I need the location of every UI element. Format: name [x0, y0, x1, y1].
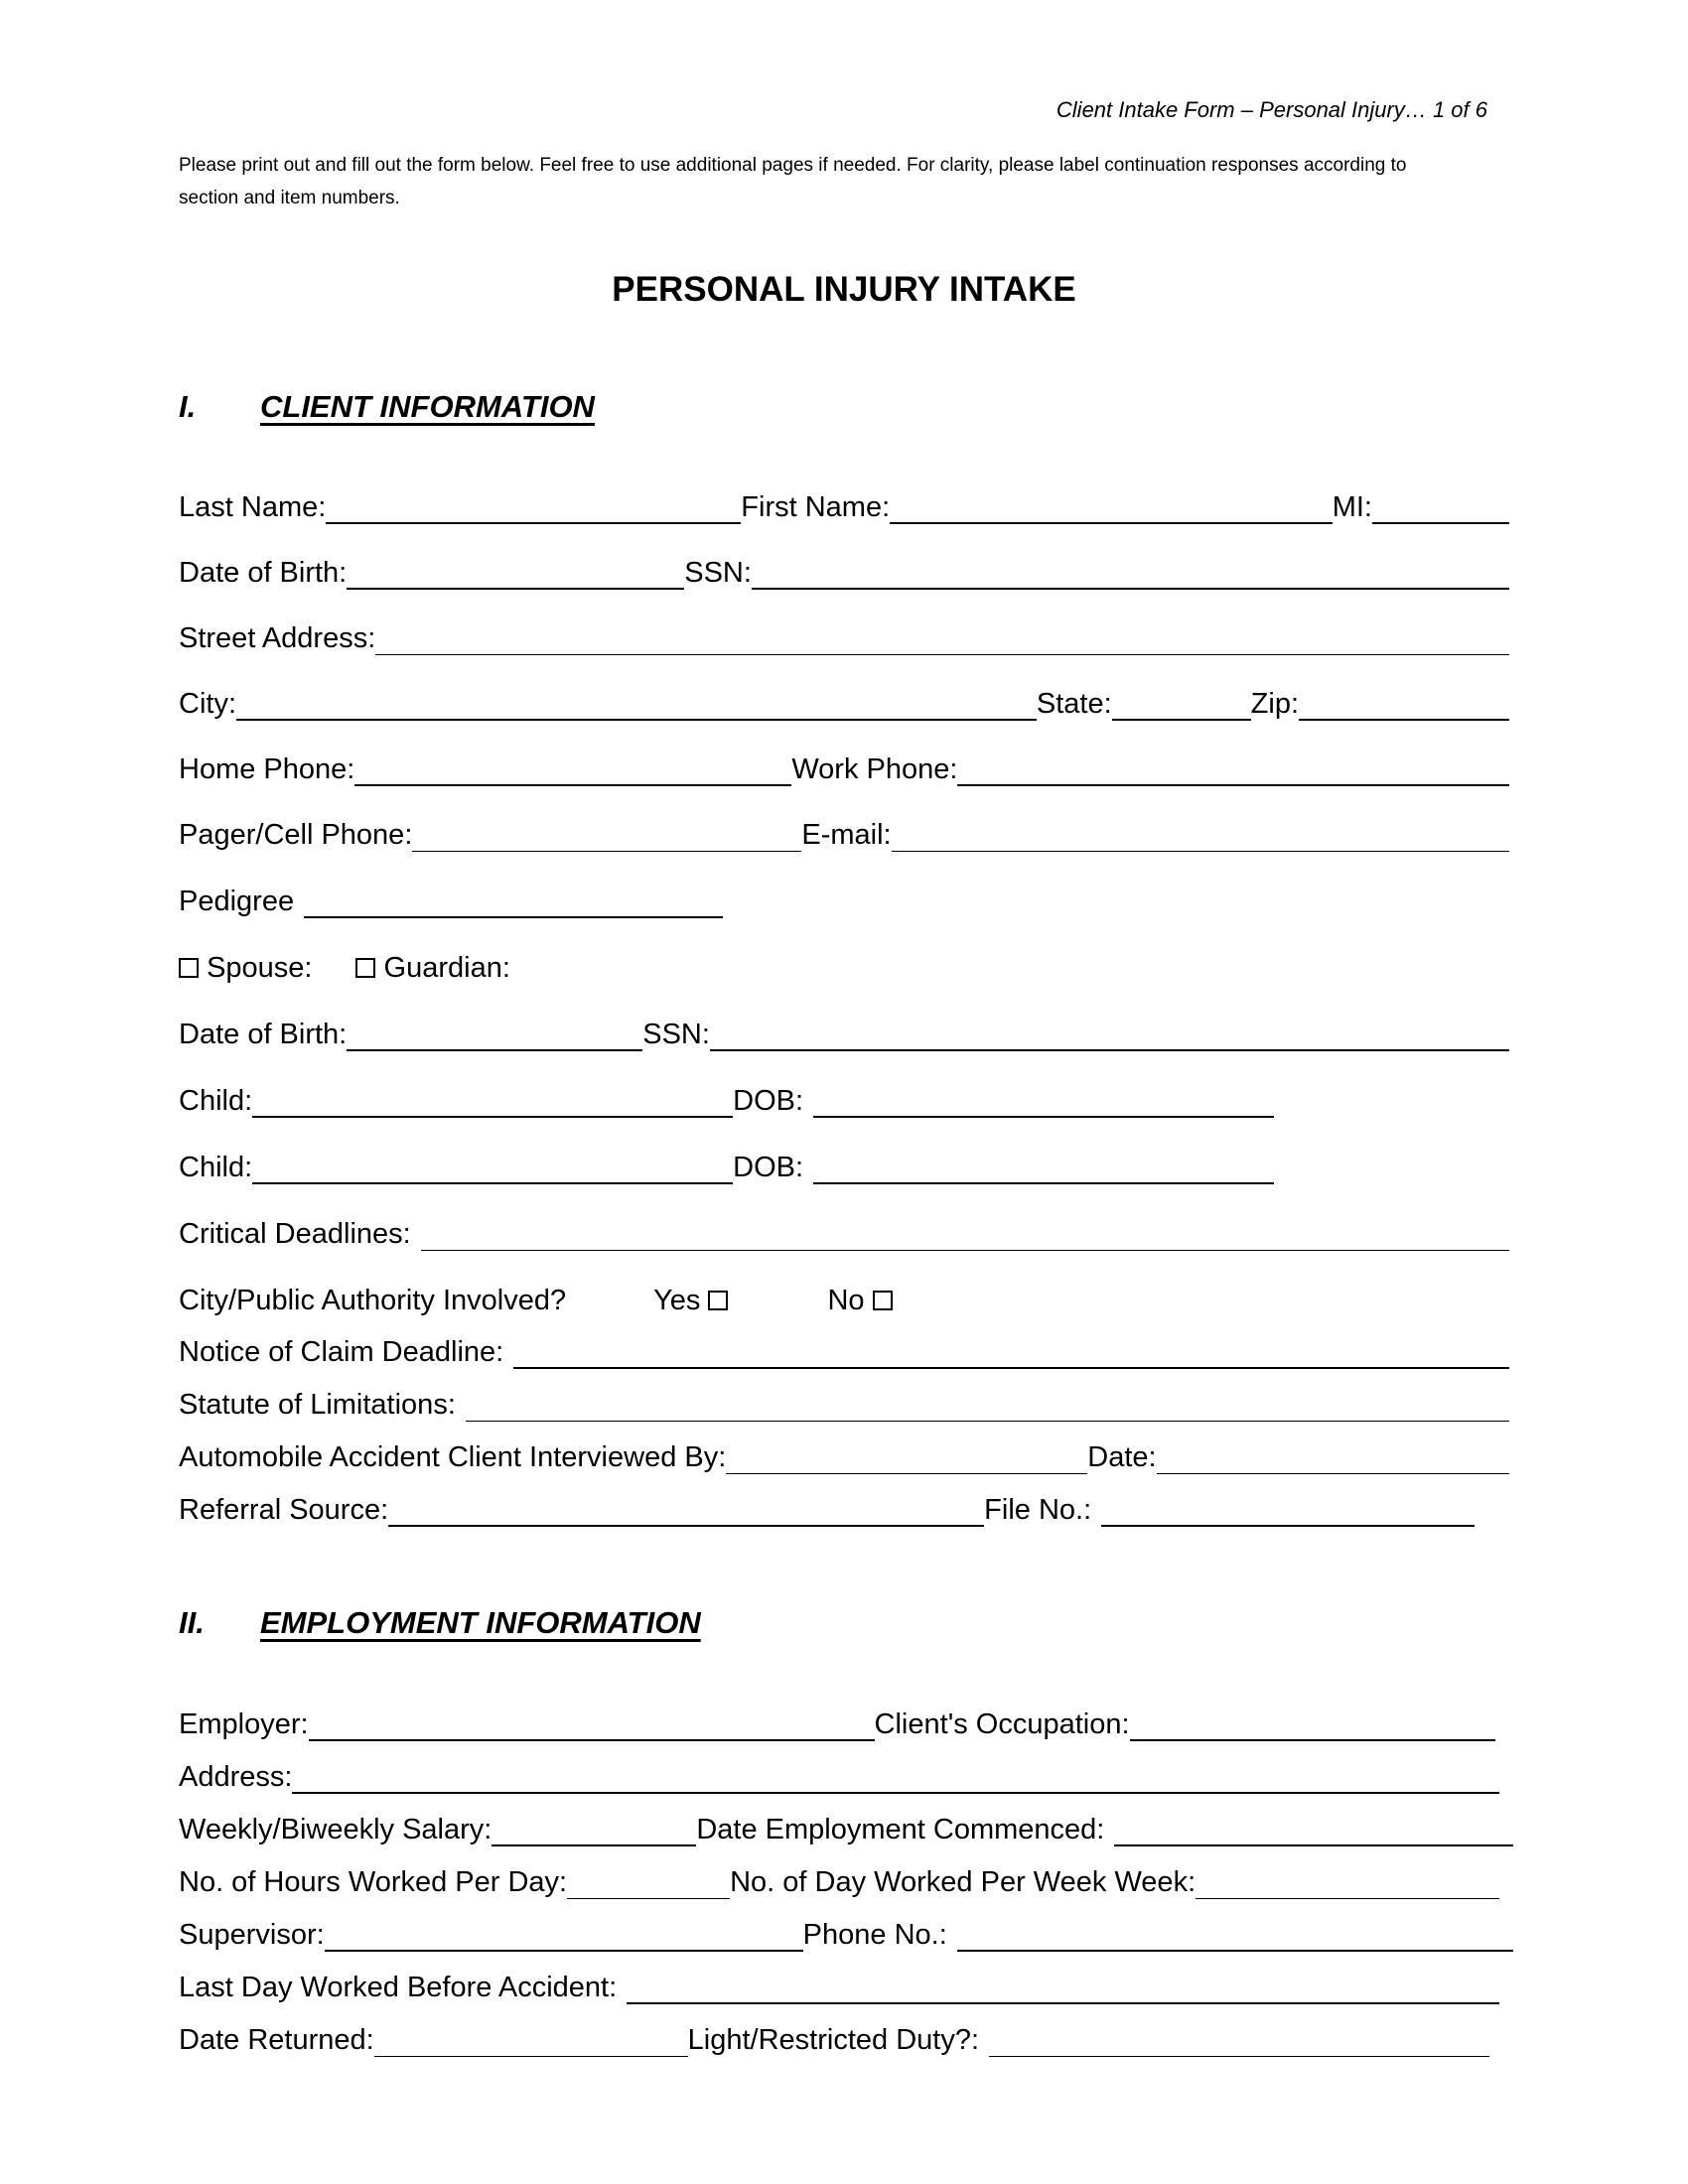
running-header: Client Intake Form – Personal Injury… 1 of 6	[1055, 97, 1487, 122]
home-phone-field[interactable]	[354, 752, 791, 786]
occupation-label: Client's Occupation:	[874, 1708, 1130, 1740]
guardian-option	[355, 951, 509, 985]
section-title: CLIENT INFORMATION	[260, 389, 595, 424]
interview-date-field[interactable]	[1157, 1441, 1509, 1474]
dob-2-field[interactable]	[347, 1018, 642, 1051]
no-checkbox[interactable]	[873, 1291, 893, 1310]
phone-no-label: Phone No.:	[802, 1919, 947, 1951]
zip-field[interactable]	[1299, 687, 1509, 721]
child-2-dob-field[interactable]	[813, 1151, 1274, 1184]
last-day-worked-field[interactable]	[627, 1971, 1499, 2004]
email-label: E-mail:	[801, 819, 892, 851]
date-commenced-field[interactable]	[1114, 1813, 1513, 1846]
email-field[interactable]	[892, 819, 1509, 852]
ssn-label: SSN:	[684, 557, 752, 589]
row-statute	[179, 1382, 1509, 1422]
street-address-field[interactable]	[375, 622, 1509, 655]
yes-checkbox[interactable]	[708, 1291, 728, 1310]
form-title: PERSONAL INJURY INTAKE	[612, 270, 1076, 309]
supervisor-field[interactable]	[325, 1918, 803, 1952]
date-commenced-label: Date Employment Commenced:	[696, 1814, 1105, 1845]
interviewed-by-field[interactable]	[726, 1441, 1087, 1474]
row-pedigree	[179, 879, 1509, 918]
spouse-label: Spouse:	[207, 952, 313, 984]
guardian-label: Guardian:	[383, 952, 510, 984]
file-no-label: File No.:	[984, 1494, 1092, 1526]
employer-address-field[interactable]	[292, 1760, 1499, 1794]
notice-of-claim-field[interactable]	[513, 1335, 1509, 1369]
file-no-field[interactable]	[1101, 1493, 1475, 1527]
critical-deadlines-label: Critical Deadlines:	[179, 1218, 411, 1250]
row-date-returned	[179, 2017, 1509, 2057]
statute-field[interactable]	[466, 1389, 1509, 1422]
child-2-dob-label: DOB:	[733, 1152, 804, 1183]
section-number: II.	[179, 1605, 205, 1640]
light-duty-field[interactable]	[989, 2024, 1489, 2057]
section-title: EMPLOYMENT INFORMATION	[260, 1605, 701, 1640]
city-field[interactable]	[236, 687, 1037, 721]
row-city-state-zip	[179, 681, 1509, 721]
child-1-dob-label: DOB:	[733, 1085, 804, 1117]
salary-field[interactable]	[492, 1813, 696, 1846]
date-returned-label: Date Returned:	[179, 2024, 374, 2056]
child-2-field[interactable]	[252, 1151, 733, 1184]
last-day-worked-label: Last Day Worked Before Accident:	[179, 1972, 618, 2003]
row-critical-deadlines	[179, 1211, 1509, 1251]
yes-label: Yes	[653, 1285, 701, 1316]
row-last-day-worked	[179, 1965, 1509, 2004]
dob-2-label: Date of Birth:	[179, 1019, 348, 1050]
statute-label: Statute of Limitations:	[179, 1389, 456, 1421]
row-referral	[179, 1487, 1509, 1527]
mi-label: MI:	[1332, 491, 1372, 523]
supervisor-label: Supervisor:	[179, 1919, 325, 1951]
row-supervisor	[179, 1912, 1509, 1952]
first-name-field[interactable]	[890, 490, 1333, 524]
row-public-authority	[179, 1278, 1509, 1317]
row-street	[179, 615, 1509, 655]
dob-label: Date of Birth:	[179, 557, 348, 589]
section-heading-employment-information	[179, 1605, 701, 1641]
state-field[interactable]	[1112, 687, 1251, 721]
days-per-week-field[interactable]	[1196, 1866, 1499, 1899]
pedigree-field[interactable]	[304, 885, 723, 918]
work-phone-label: Work Phone:	[791, 753, 958, 785]
pedigree-label: Pedigree	[179, 886, 295, 917]
light-duty-label: Light/Restricted Duty?:	[687, 2024, 980, 2056]
row-employer	[179, 1702, 1509, 1741]
spouse-checkbox[interactable]	[179, 958, 199, 978]
row-interviewed-by	[179, 1434, 1509, 1474]
yes-option	[653, 1284, 728, 1317]
referral-source-label: Referral Source:	[179, 1494, 389, 1526]
hours-per-day-label: No. of Hours Worked Per Day:	[179, 1866, 568, 1898]
child-1-label: Child:	[179, 1085, 253, 1117]
public-authority-label: City/Public Authority Involved?	[179, 1285, 567, 1316]
child-1-dob-field[interactable]	[813, 1084, 1274, 1118]
occupation-field[interactable]	[1130, 1707, 1495, 1741]
row-child-2	[179, 1145, 1509, 1184]
section-number: I.	[179, 389, 197, 424]
ssn-2-label: SSN:	[642, 1019, 710, 1050]
no-option	[827, 1284, 892, 1317]
hours-per-day-field[interactable]	[567, 1866, 730, 1899]
last-name-label: Last Name:	[179, 491, 327, 523]
guardian-checkbox[interactable]	[355, 958, 375, 978]
row-hours-days	[179, 1859, 1509, 1899]
row-notice-of-claim	[179, 1329, 1509, 1369]
child-2-label: Child:	[179, 1152, 253, 1183]
row-dob-ssn-2	[179, 1012, 1509, 1051]
employer-address-label: Address:	[179, 1761, 293, 1793]
days-per-week-label: No. of Day Worked Per Week Week:	[730, 1866, 1196, 1898]
no-label: No	[827, 1285, 865, 1316]
dob-field[interactable]	[347, 556, 684, 590]
row-child-1	[179, 1078, 1509, 1118]
row-salary	[179, 1807, 1509, 1846]
home-phone-label: Home Phone:	[179, 753, 355, 785]
first-name-label: First Name:	[741, 491, 891, 523]
row-dob-ssn	[179, 550, 1509, 590]
pager-cell-label: Pager/Cell Phone:	[179, 819, 413, 851]
employer-field[interactable]	[309, 1707, 875, 1741]
row-spouse-guardian	[179, 945, 1509, 985]
row-phones	[179, 747, 1509, 786]
pager-cell-field[interactable]	[412, 819, 801, 852]
critical-deadlines-field[interactable]	[421, 1218, 1509, 1251]
phone-no-field[interactable]	[957, 1918, 1513, 1952]
zip-label: Zip:	[1250, 688, 1299, 720]
employer-label: Employer:	[179, 1708, 309, 1740]
row-name	[179, 484, 1509, 524]
mi-field[interactable]	[1372, 490, 1509, 524]
row-employer-address	[179, 1754, 1509, 1794]
city-label: City:	[179, 688, 236, 720]
instructions-text: Please print out and fill out the form below. Feel free to use additional pages if needed. For clarity, please label continuation responses according to section and item numbers.	[179, 155, 1407, 208]
section-heading-client-information	[179, 389, 595, 425]
notice-of-claim-label: Notice of Claim Deadline:	[179, 1336, 504, 1368]
date-returned-field[interactable]	[374, 2024, 688, 2057]
work-phone-field[interactable]	[957, 752, 1509, 786]
ssn-field[interactable]	[752, 556, 1509, 590]
child-1-field[interactable]	[252, 1084, 733, 1118]
salary-label: Weekly/Biweekly Salary:	[179, 1814, 492, 1845]
referral-source-field[interactable]	[388, 1493, 984, 1527]
ssn-2-field[interactable]	[710, 1018, 1509, 1051]
row-cell-email	[179, 812, 1509, 852]
interview-date-label: Date:	[1087, 1441, 1157, 1473]
state-label: State:	[1036, 688, 1112, 720]
interviewed-by-label: Automobile Accident Client Interviewed By:	[179, 1441, 727, 1473]
last-name-field[interactable]	[326, 490, 741, 524]
spouse-option	[179, 951, 312, 985]
street-address-label: Street Address:	[179, 622, 376, 654]
